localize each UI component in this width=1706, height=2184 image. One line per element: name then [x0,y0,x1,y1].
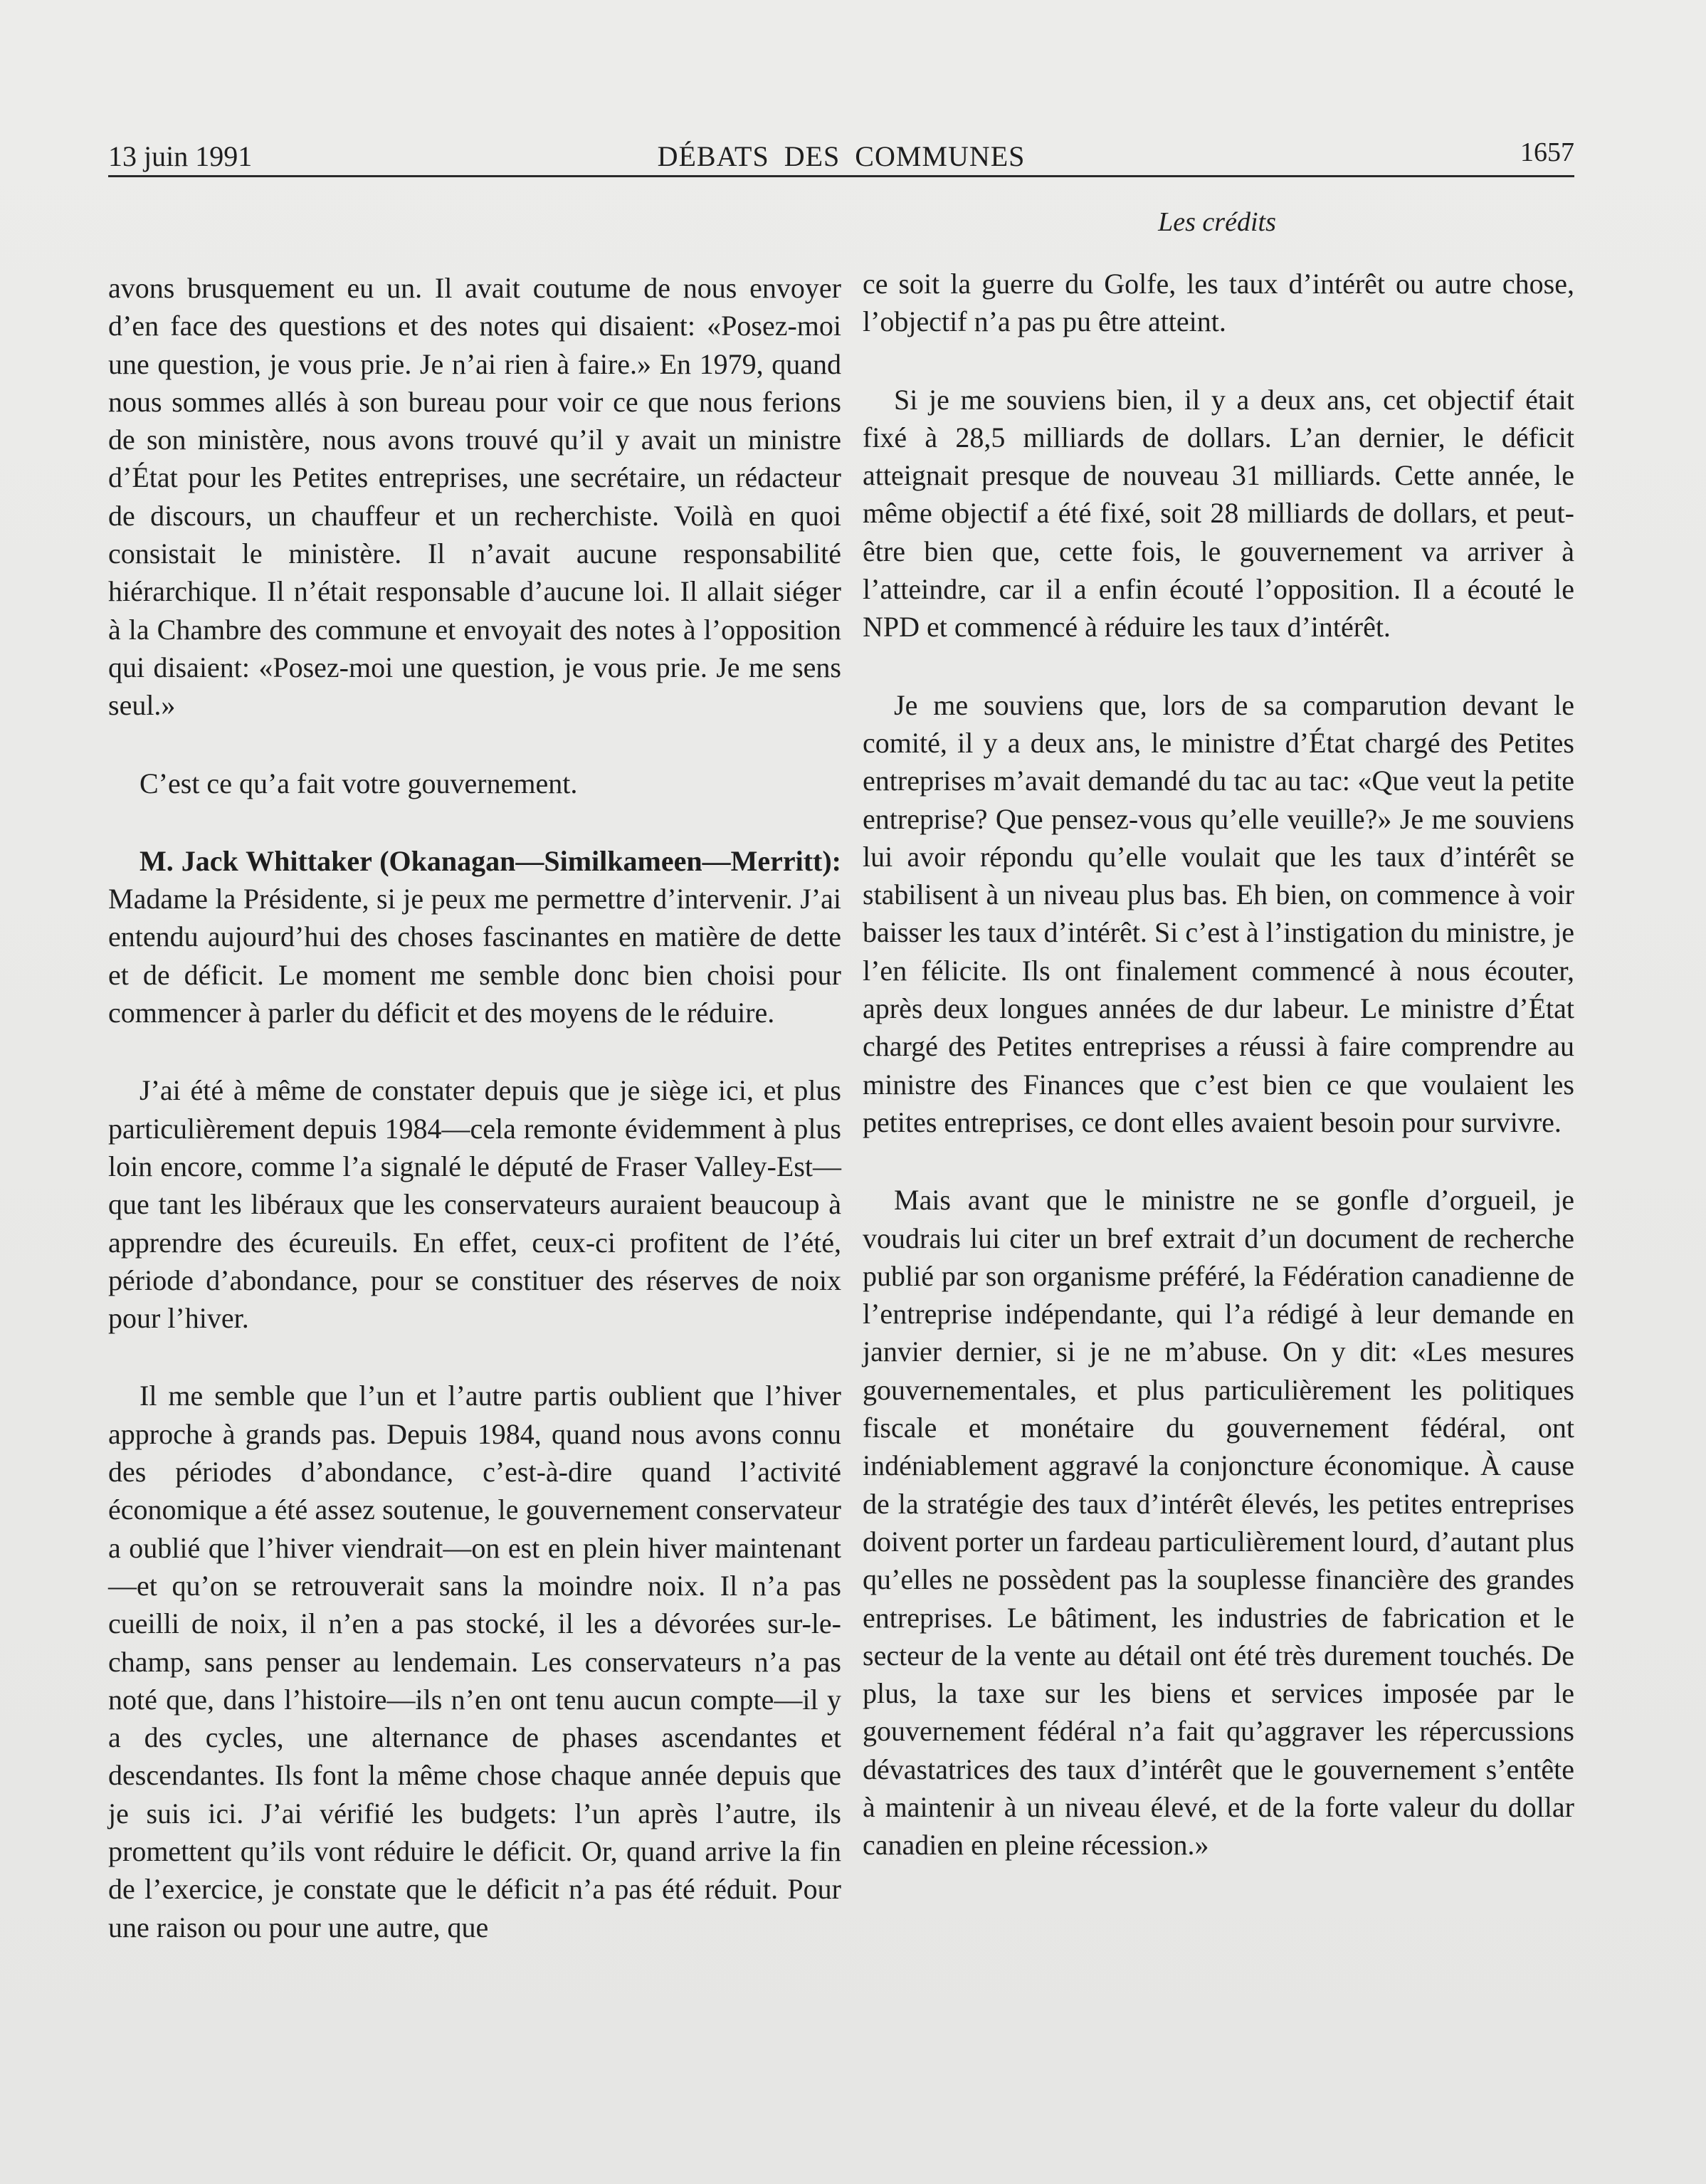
speaker-name: M. Jack Whittaker (Okanagan—Similkameen—Merritt): [139,844,841,877]
speech-text: Madame la Présidente, si je peux me permettre d’intervenir. J’ai entendu aujourd’hui des choses fascinantes en matière de dette et de déficit. Le moment me semble donc bien choisi pour commencer à parler du déficit et des moyens de le réduire. [108,883,841,1029]
paragraph: ce soit la guerre du Golfe, les taux d’intérêt ou autre chose, l’objectif n’a pas pu être atteint. [863,268,1574,338]
header-date: 13 juin 1991 [108,140,253,172]
header-page-number: 1657 [1520,137,1574,167]
page-header [108,135,1574,177]
paragraph: avons brusquement eu un. Il avait coutume de nous envoyer d’en face des questions et des notes qui disaient: «Posez-moi une question, je vous prie. Je n’ai rien à faire.» En 1979, quand nous sommes allés à son bureau pour voir ce que nous ferions de son ministère, nous avons trouvé qu’il y avait un ministre d’État pour les Petites entreprises, une secrétaire, un rédacteur de discours, un chauffeur et un recherchiste. Voilà en quoi consistait le ministère. Il n’avait aucune responsabilité hiérarchique. Il n’était responsable d’aucune loi. Il allait siéger à la Chambre des commune et envoyait des notes à l’opposition qui disaient: «Posez-moi une question, je vous prie. Je me sens seul.» [108,272,841,722]
left-column [108,269,841,1986]
header-title: DÉBATS DES COMMUNES [657,140,1026,172]
paragraph: Je me souviens que, lors de sa comparution devant le comité, il y a deux ans, le ministre d’État chargé des Petites entreprises m’avait demandé du tac au tac: «Que veut la petite entreprise? Que pensez-vous qu’elle veuille?» Je me souviens lui avoir répondu qu’elle voulait que les taux d’intérêt se stabilisent à un niveau plus bas. Eh bien, on commence à voir baisser les taux d’intérêt. Si c’est à l’instigation du ministre, je l’en félicite. Ils ont finalement commencé à nous écouter, après deux longues années de dur labeur. Le ministre d’État chargé des Petites entreprises a réussi à faire comprendre au ministre des Finances que c’est bien ce que voulaient les petites entreprises, ce dont elles avaient besoin pour survivre. [863,688,1574,1138]
paragraph: Mais avant que le ministre ne se gonfle d’orgueil, je voudrais lui citer un bref extrait d’un document de recherche publié par son organisme préféré, la Fédération canadienne de l’entreprise indépendante, qui l’a rédigé à leur demande en janvier dernier, si je ne m’abuse. On y dit: «Les mesures gouvernementales, et plus particulièrement les politiques fiscale et monétaire du gouvernement fédéral, ont indéniablement aggravé la conjoncture économique. À cause de la stratégie des taux d’intérêt élevés, les petites entreprises doivent porter un fardeau particulièrement lourd, d’autant plus qu’elles ne possèdent pas la souplesse financière des grandes entreprises. Le bâtiment, les industries de fabrication et le secteur de la vente au détail ont été très durement touchés. De plus, la taxe sur les biens et services imposée par le gouvernement fédéral n’a fait qu’aggraver les répercussions dévastatrices des taux d’intérêt que le gouvernement s’entête à maintenir à un niveau élevé, et de la forte valeur du dollar canadien en pleine récession.» [863,1184,1574,1862]
paragraph: Si je me souviens bien, il y a deux ans, cet objectif était fixé à 28,5 milliards de dollars. L’an dernier, le déficit atteignait presque de nouveau 31 milliards. Cette année, le même objectif a été fixé, soit 28 milliards de dollars, et peut-être bien que, cette fois, le gouvernement va arriver à l’atteindre, car il a enfin écouté l’opposition. Il a écouté le NPD et commencé à réduire les taux d’intérêt. [863,383,1574,644]
section-subhead: Les crédits [1158,207,1276,237]
paragraph: J’ai été à même de constater depuis que je siège ici, et plus particulièrement depuis 1984—cela remonte évidemment à plus loin encore, comme l’a signalé le député de Fraser Valley-Est—que tant les libéraux que les conservateurs auraient beaucoup à apprendre des écureuils. En effet, ceux-ci profitent de l’été, période d’abondance, pour se constituer des réserves de noix pour l’hiver. [108,1074,841,1335]
speaker-paragraph [108,842,841,1031]
right-column [863,265,1574,1904]
paragraph: Il me semble que l’un et l’autre partis oublient que l’hiver approche à grands pas. Depuis 1984, quand nous avons connu des périodes d’abondance, c’est-à-dire quand l’activité économique a été assez soutenue, le gouvernement conservateur a oublié que l’hiver viendrait—on est en plein hiver maintenant—et qu’on se retrouverait sans la moindre noix. Il n’a pas cueilli de noix, il n’en a pas stocké, il les a dévorées sur-le-champ, sans penser au lendemain. Les conservateurs n’a pas noté que, dans l’histoire—ils n’en ont tenu aucun compte—il y a des cycles, une alternance de phases ascendantes et descendantes. Ils font la même chose chaque année depuis que je suis ici. J’ai vérifié les budgets: l’un après l’autre, ils promettent qu’ils vont réduire le déficit. Or, quand arrive la fin de l’exercice, je constate que le déficit n’a pas été réduit. Pour une raison ou pour une autre, que [108,1380,841,1943]
paragraph: C’est ce qu’a fait votre gouvernement. [139,767,578,799]
